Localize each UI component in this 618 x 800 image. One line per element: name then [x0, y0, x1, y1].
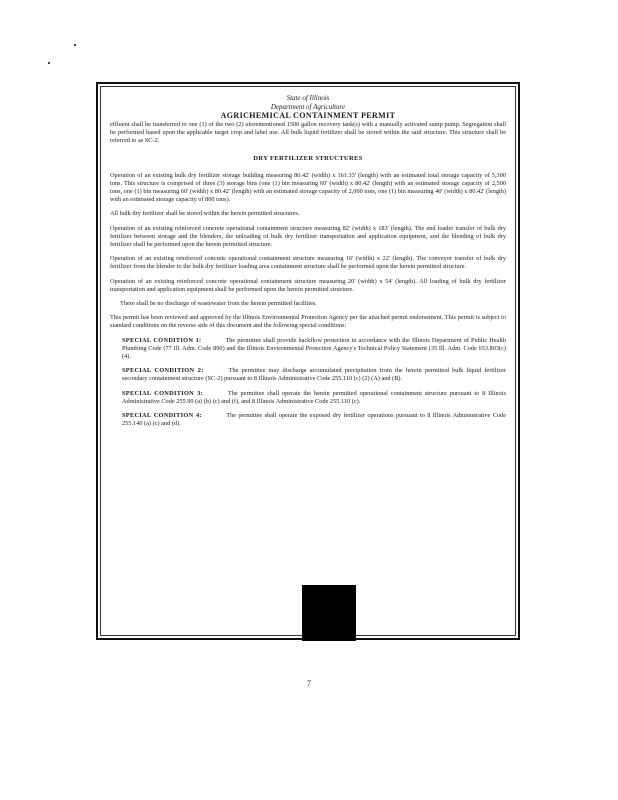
- review-paragraph: This permit has been reviewed and approved by the Illinois Environmental Protection Agency per the attached permit endorsement. This permit is subject to standard conditions on the reverse side of this document and the following special conditions:: [110, 314, 506, 330]
- special-condition-3: [122, 390, 506, 406]
- intro-paragraph: effluent shall be transferred to one (1) of the two (2) aforementioned 1500 gallon recovery tank(s) with a manually activated sump pump. Segregation shall be performed based upon the applicable target crop and label use. All bulk liquid fertilizer shall be stored within the said structure. This structure shall be referred to as SC-2.: [110, 120, 506, 145]
- paragraph-containment-16x22: Operation of an existing reinforced concrete operational containment structure measuring 16' (width) x 22' (length). The conveyor transfer of bulk dry fertilizer from the blender to the bulk dry fertilizer loading area containment structure shall be performed upon the herein permitted structure.: [110, 255, 506, 271]
- paragraph-containment-82x183: Operation of an existing reinforced concrete operational containment structure measuring 82' (width) x 183' (length). The end loader transfer of bulk dry fertilizer between storage and the blenders, the unloading of bulk dry fertilizer transportation and application equipment, and the blending of bulk dry fertilizer shall be performed upon the herein permitted structure.: [110, 224, 506, 248]
- paragraph-storage-note: All bulk dry fertilizer shall be stored within the herein permitted structures.: [110, 210, 300, 218]
- paragraph-storage-building: Operation of an existing bulk dry fertilizer storage building measuring 80.42' (width) x 161.33' (length) with an estimated total storage capacity of 5,300 tons. This structure is comprised of three (3) storage bins (one (1) bin measuring 60' (width) x 80.42' (length) with an estimated storage capacity of 2,500 tons, one (1) bin measuring 60' (width) x 80.42' (length) with an estimated storage capacity of 2,000 tons, one (1) bin measuring 40' (width) x 80.42' (length) with an estimated storage capacity of 800 tons).: [110, 171, 506, 204]
- redaction-block: [302, 585, 356, 641]
- header-department: Department of Agriculture: [270, 102, 346, 111]
- special-condition-label: SPECIAL CONDITION 2:: [122, 367, 204, 375]
- special-condition-4: [122, 412, 506, 428]
- special-condition-label: SPECIAL CONDITION 1:: [122, 336, 202, 344]
- special-condition-label: SPECIAL CONDITION 3:: [122, 389, 204, 397]
- scan-speck: [48, 62, 50, 64]
- special-condition-label: SPECIAL CONDITION 4:: [122, 411, 202, 419]
- scan-speck: [74, 44, 76, 46]
- page-number: 7: [307, 679, 311, 688]
- permit-title: AGRICHEMICAL CONTAINMENT PERMIT: [220, 111, 396, 121]
- special-condition-2: [122, 367, 506, 383]
- special-condition-text: The permittee may discharge accumulated precipitation from the herein permitted bulk liquid fertilizer secondary containment structure (SC-2) pursuant to 8 Illinois Administrative Code 255.110 (c) (2) (A) and (B).: [122, 367, 506, 383]
- special-condition-text: The permittee shall provide backflow protection in accordance with the Illinois Department of Public Health Plumbing Code (77 Ill. Adm. Code 890) and the Illinois Environmental Protection Agency's Technical Policy Statement (35 Ill. Adm. Code 653.803(c)(4).: [122, 336, 506, 360]
- discharge-statement: There shall be no discharge of wastewater from the herein permitted facilities.: [120, 299, 317, 307]
- permit-body: [110, 94, 506, 434]
- special-condition-1: [122, 337, 506, 362]
- paragraph-containment-20x54: Operation of an existing reinforced concrete operational containment structure measuring 20' (width) x 54' (length). All loading of bulk dry fertilizer transportation and application equipment shall be performed upon the herein permitted structure.: [110, 277, 506, 293]
- special-condition-text: The permittee shall operate the herein permitted operational containment structure pursuant to 8 Illinois Administrative Code 255.90 (a) (b) (c) and (f), and 8 Illinois Administrative Code 255.110 (c).: [122, 389, 506, 405]
- section-heading: DRY FERTILIZER STRUCTURES: [253, 155, 363, 163]
- special-condition-text: The permittee shall operate the exposed dry fertilizer operations pursuant to 8 Illinois Administrative Code 255.140 (a) (c) and (d).: [122, 411, 506, 428]
- header-state: State of Illinois: [286, 94, 330, 102]
